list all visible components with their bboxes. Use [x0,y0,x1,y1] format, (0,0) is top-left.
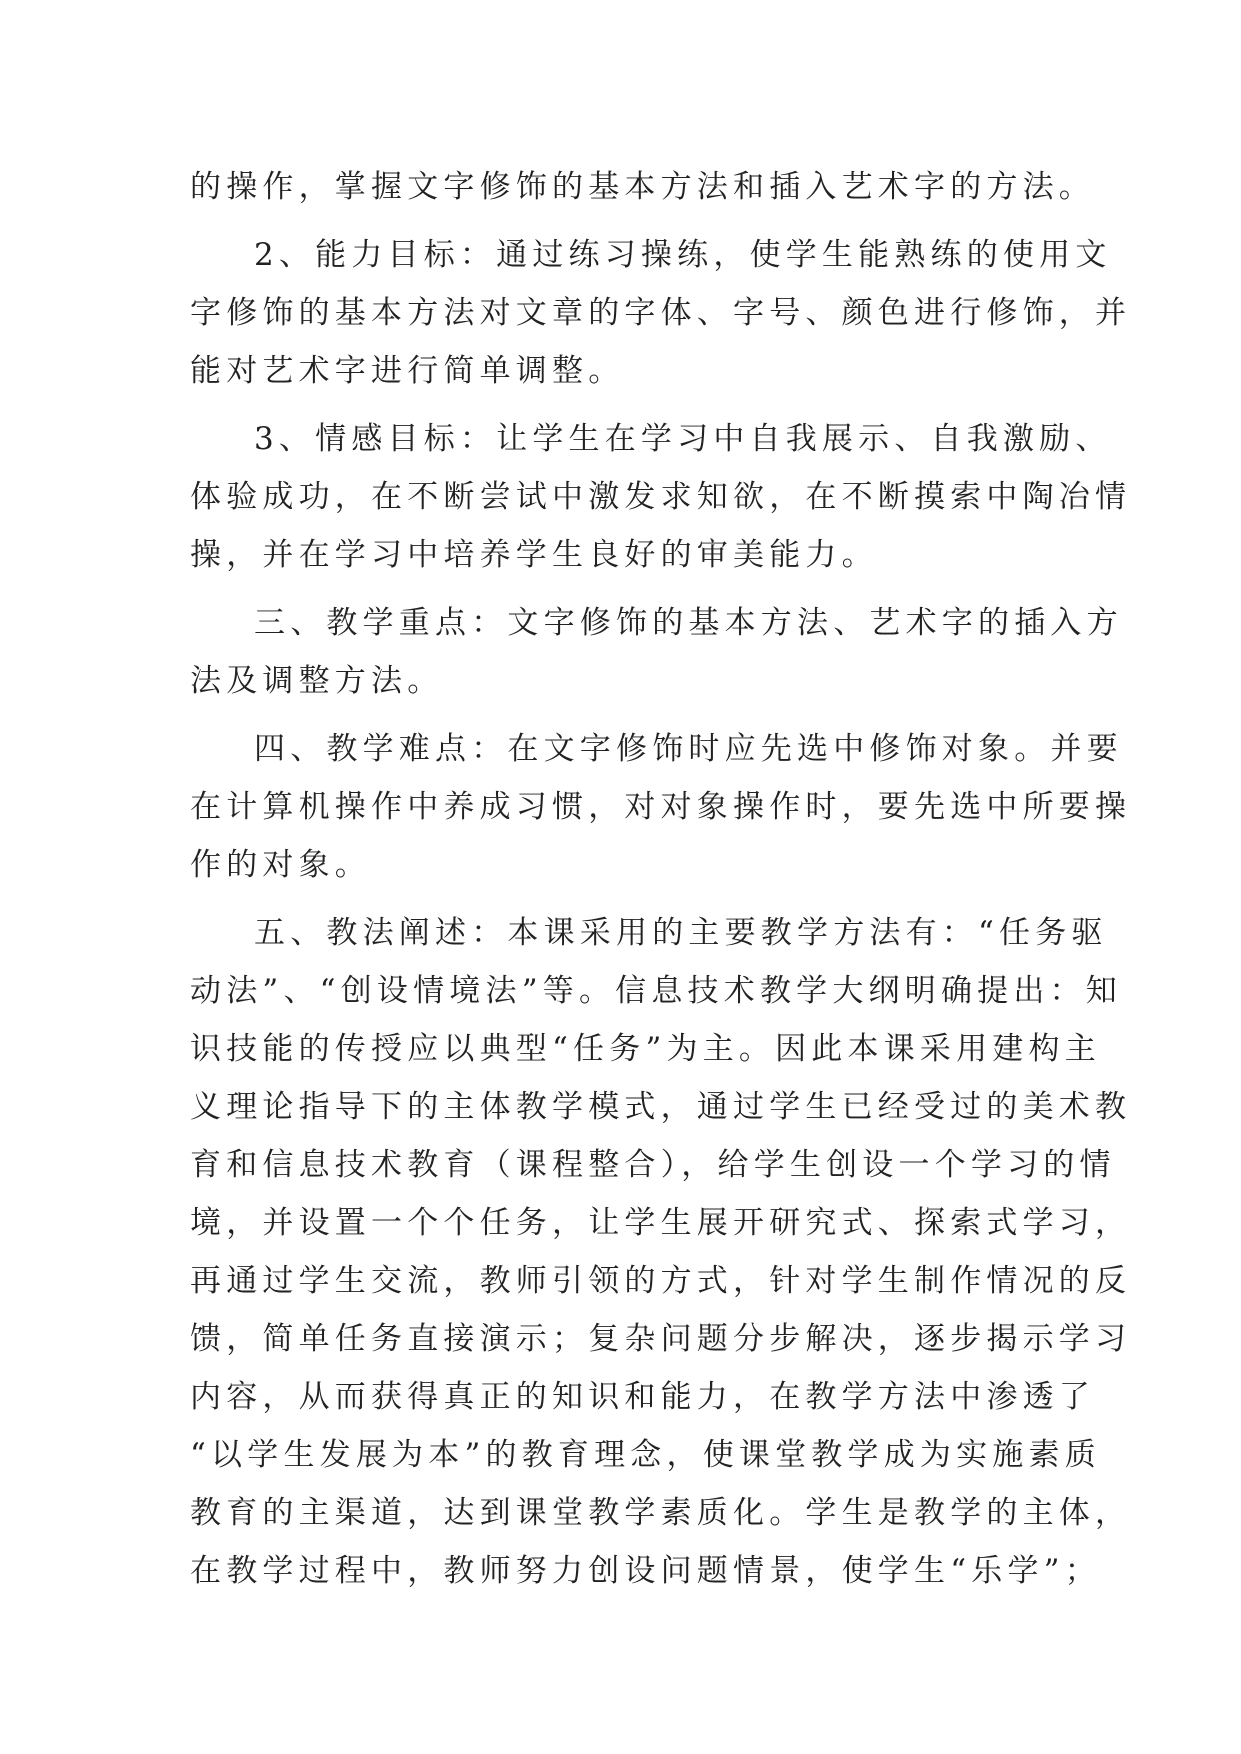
text-line: 2、能力目标：通过练习操练，使学生能熟练的使用文 [254,237,1112,273]
text-line: 动法”、“创设情境法”等。信息技术教学大纲明确提出：知 [190,973,1122,1009]
text-line: 作的对象。 [190,847,371,883]
document-body [190,158,1132,1600]
text-line: 教育的主渠道，达到课堂教学素质化。学生是教学的主体， [190,1495,1132,1531]
text-line: 在教学过程中，教师努力创设问题情景，使学生“乐学”； [190,1553,1101,1589]
text-line: 体验成功，在不断尝试中激发求知欲，在不断摸索中陶冶情 [190,479,1132,515]
text-line: 境，并设置一个个任务，让学生展开研究式、探索式学习， [190,1205,1132,1241]
text-line: 在计算机操作中养成习惯，对对象操作时，要先选中所要操 [190,789,1132,825]
text-line: 义理论指导下的主体教学模式，通过学生已经受过的美术教 [190,1089,1132,1125]
text-line: 3、情感目标：让学生在学习中自我展示、自我激励、 [254,421,1112,457]
text-line: 五、教法阐述：本课采用的主要教学方法有：“任务驱 [254,915,1108,951]
text-line: 法及调整方法。 [190,663,444,699]
text-line: 四、教学难点：在文字修饰时应先选中修饰对象。并要 [254,731,1123,767]
text-line: 字修饰的基本方法对文章的字体、字号、颜色进行修饰，并 [190,295,1132,331]
text-line: 操，并在学习中培养学生良好的审美能力。 [190,537,878,573]
text-line: 的操作，掌握文字修饰的基本方法和插入艺术字的方法。 [190,169,1095,205]
text-line: 内容，从而获得真正的知识和能力，在教学方法中渗透了 [190,1379,1095,1415]
text-line: 能对艺术字进行简单调整。 [190,353,625,389]
text-line: 识技能的传授应以典型“任务”为主。因此本课采用建构主 [190,1031,1101,1067]
text-line: 育和信息技术教育（课程整合），给学生创设一个学习的情 [190,1147,1116,1183]
text-line: 馈，简单任务直接演示；复杂问题分步解决，逐步揭示学习 [190,1321,1132,1357]
text-line: 三、教学重点：文字修饰的基本方法、艺术字的插入方 [254,605,1123,641]
text-line: 再通过学生交流，教师引领的方式，针对学生制作情况的反 [190,1263,1132,1299]
text-line: “以学生发展为本”的教育理念，使课堂教学成为实施素质 [190,1437,1101,1473]
